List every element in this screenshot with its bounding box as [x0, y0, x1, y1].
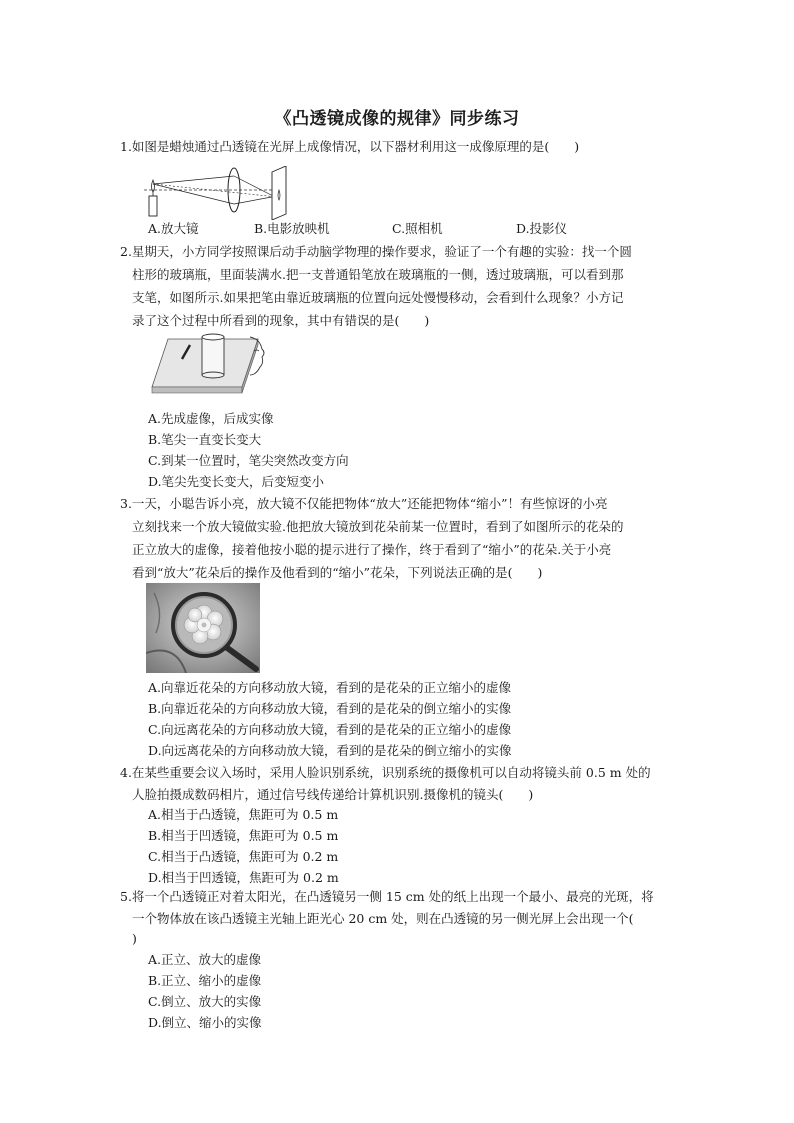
q1-option-a: A.放大镜 — [148, 221, 199, 236]
q5-option-d: D.倒立、缩小的实像 — [148, 1015, 262, 1030]
q5-stem-line-3: ) — [132, 931, 137, 946]
q2-stem-line-1: 2.星期天，小方同学按照课后动手动脑学物理的操作要求，验证了一个有趣的实验：找一个圆 — [120, 244, 632, 259]
q3-option-b: B.向靠近花朵的方向移动放大镜，看到的是花朵的倒立缩小的实像 — [148, 701, 512, 716]
q2-stem-line-3: 支笔，如图所示.如果把笔由靠近玻璃瓶的位置向远处慢慢移动，会看到什么现象？小方记 — [132, 290, 624, 305]
candle-lens-screen-figure — [144, 166, 292, 220]
q1-option-d: D.投影仪 — [516, 221, 568, 236]
pencil-glass-bottle-figure — [146, 331, 272, 399]
q3-option-d: D.向远离花朵的方向移动放大镜，看到的是花朵的倒立缩小的实像 — [148, 743, 512, 758]
q5-option-a: A.正立、放大的虚像 — [148, 952, 262, 967]
q3-stem-line-1: 3.一天，小聪告诉小亮，放大镜不仅能把物体“放大”还能把物体“缩小”！有些惊讶的小亮 — [120, 496, 608, 511]
q4-option-c: C.相当于凸透镜，焦距可为 0.2 m — [148, 849, 339, 864]
q4-option-b: B.相当于凹透镜，焦距可为 0.5 m — [148, 828, 339, 843]
q3-option-a: A.向靠近花朵的方向移动放大镜，看到的是花朵的正立缩小的虚像 — [148, 680, 512, 695]
q5-stem-line-2: 一个物体放在该凸透镜主光轴上距光心 20 cm 处，则在凸透镜的另一侧光屏上会出现一个( — [132, 911, 634, 926]
q2-option-d: D.笔尖先变长变大，后变短变小 — [148, 474, 325, 489]
q3-stem-line-3: 正立放大的虚像，接着他按小聪的提示进行了操作，终于看到了“缩小”的花朵.关于小亮 — [132, 542, 612, 557]
q1-option-c: C.照相机 — [392, 221, 443, 236]
q2-option-c: C.到某一位置时，笔尖突然改变方向 — [148, 453, 349, 468]
q4-option-d: D.相当于凹透镜，焦距可为 0.2 m — [148, 870, 339, 885]
magnifier-flower-photo — [146, 583, 260, 673]
q4-stem-line-2: 人脸拍摄成数码相片，通过信号线传递给计算机识别.摄像机的镜头( ) — [132, 787, 534, 802]
q1-option-b: B.电影放映机 — [254, 221, 330, 236]
q5-stem-line-1: 5.将一个凸透镜正对着太阳光，在凸透镜另一侧 15 cm 处的纸上出现一个最小、最亮的光斑，将 — [120, 889, 654, 904]
q2-stem-line-2: 柱形的玻璃瓶，里面装满水.把一支普通铅笔放在玻璃瓶的一侧，透过玻璃瓶，可以看到那 — [132, 267, 624, 282]
q1-stem: 1.如图是蜡烛通过凸透镜在光屏上成像情况，以下器材利用这一成像原理的是( ) — [120, 139, 580, 154]
page-title: 《凸透镜成像的规律》同步练习 — [274, 109, 520, 129]
q3-stem-line-4: 看到“放大”花朵后的操作及他看到的“缩小”花朵，下列说法正确的是( ) — [132, 565, 543, 580]
q2-option-a: A.先成虚像，后成实像 — [148, 411, 274, 426]
q2-stem-line-4: 录了这个过程中所看到的现象，其中有错误的是( ) — [132, 313, 430, 328]
q4-option-a: A.相当于凸透镜，焦距可为 0.5 m — [148, 807, 339, 822]
q3-option-c: C.向远离花朵的方向移动放大镜，看到的是花朵的正立缩小的虚像 — [148, 722, 512, 737]
q3-stem-line-2: 立刻找来一个放大镜做实验.他把放大镜放到花朵前某一位置时，看到了如图所示的花朵的 — [132, 519, 624, 534]
q5-option-c: C.倒立、放大的实像 — [148, 994, 262, 1009]
q4-stem-line-1: 4.在某些重要会议入场时，采用人脸识别系统，识别系统的摄像机可以自动将镜头前 0.5 m 处的 — [120, 765, 651, 780]
q2-option-b: B.笔尖一直变长变大 — [148, 432, 262, 447]
q5-option-b: B.正立、缩小的虚像 — [148, 973, 262, 988]
